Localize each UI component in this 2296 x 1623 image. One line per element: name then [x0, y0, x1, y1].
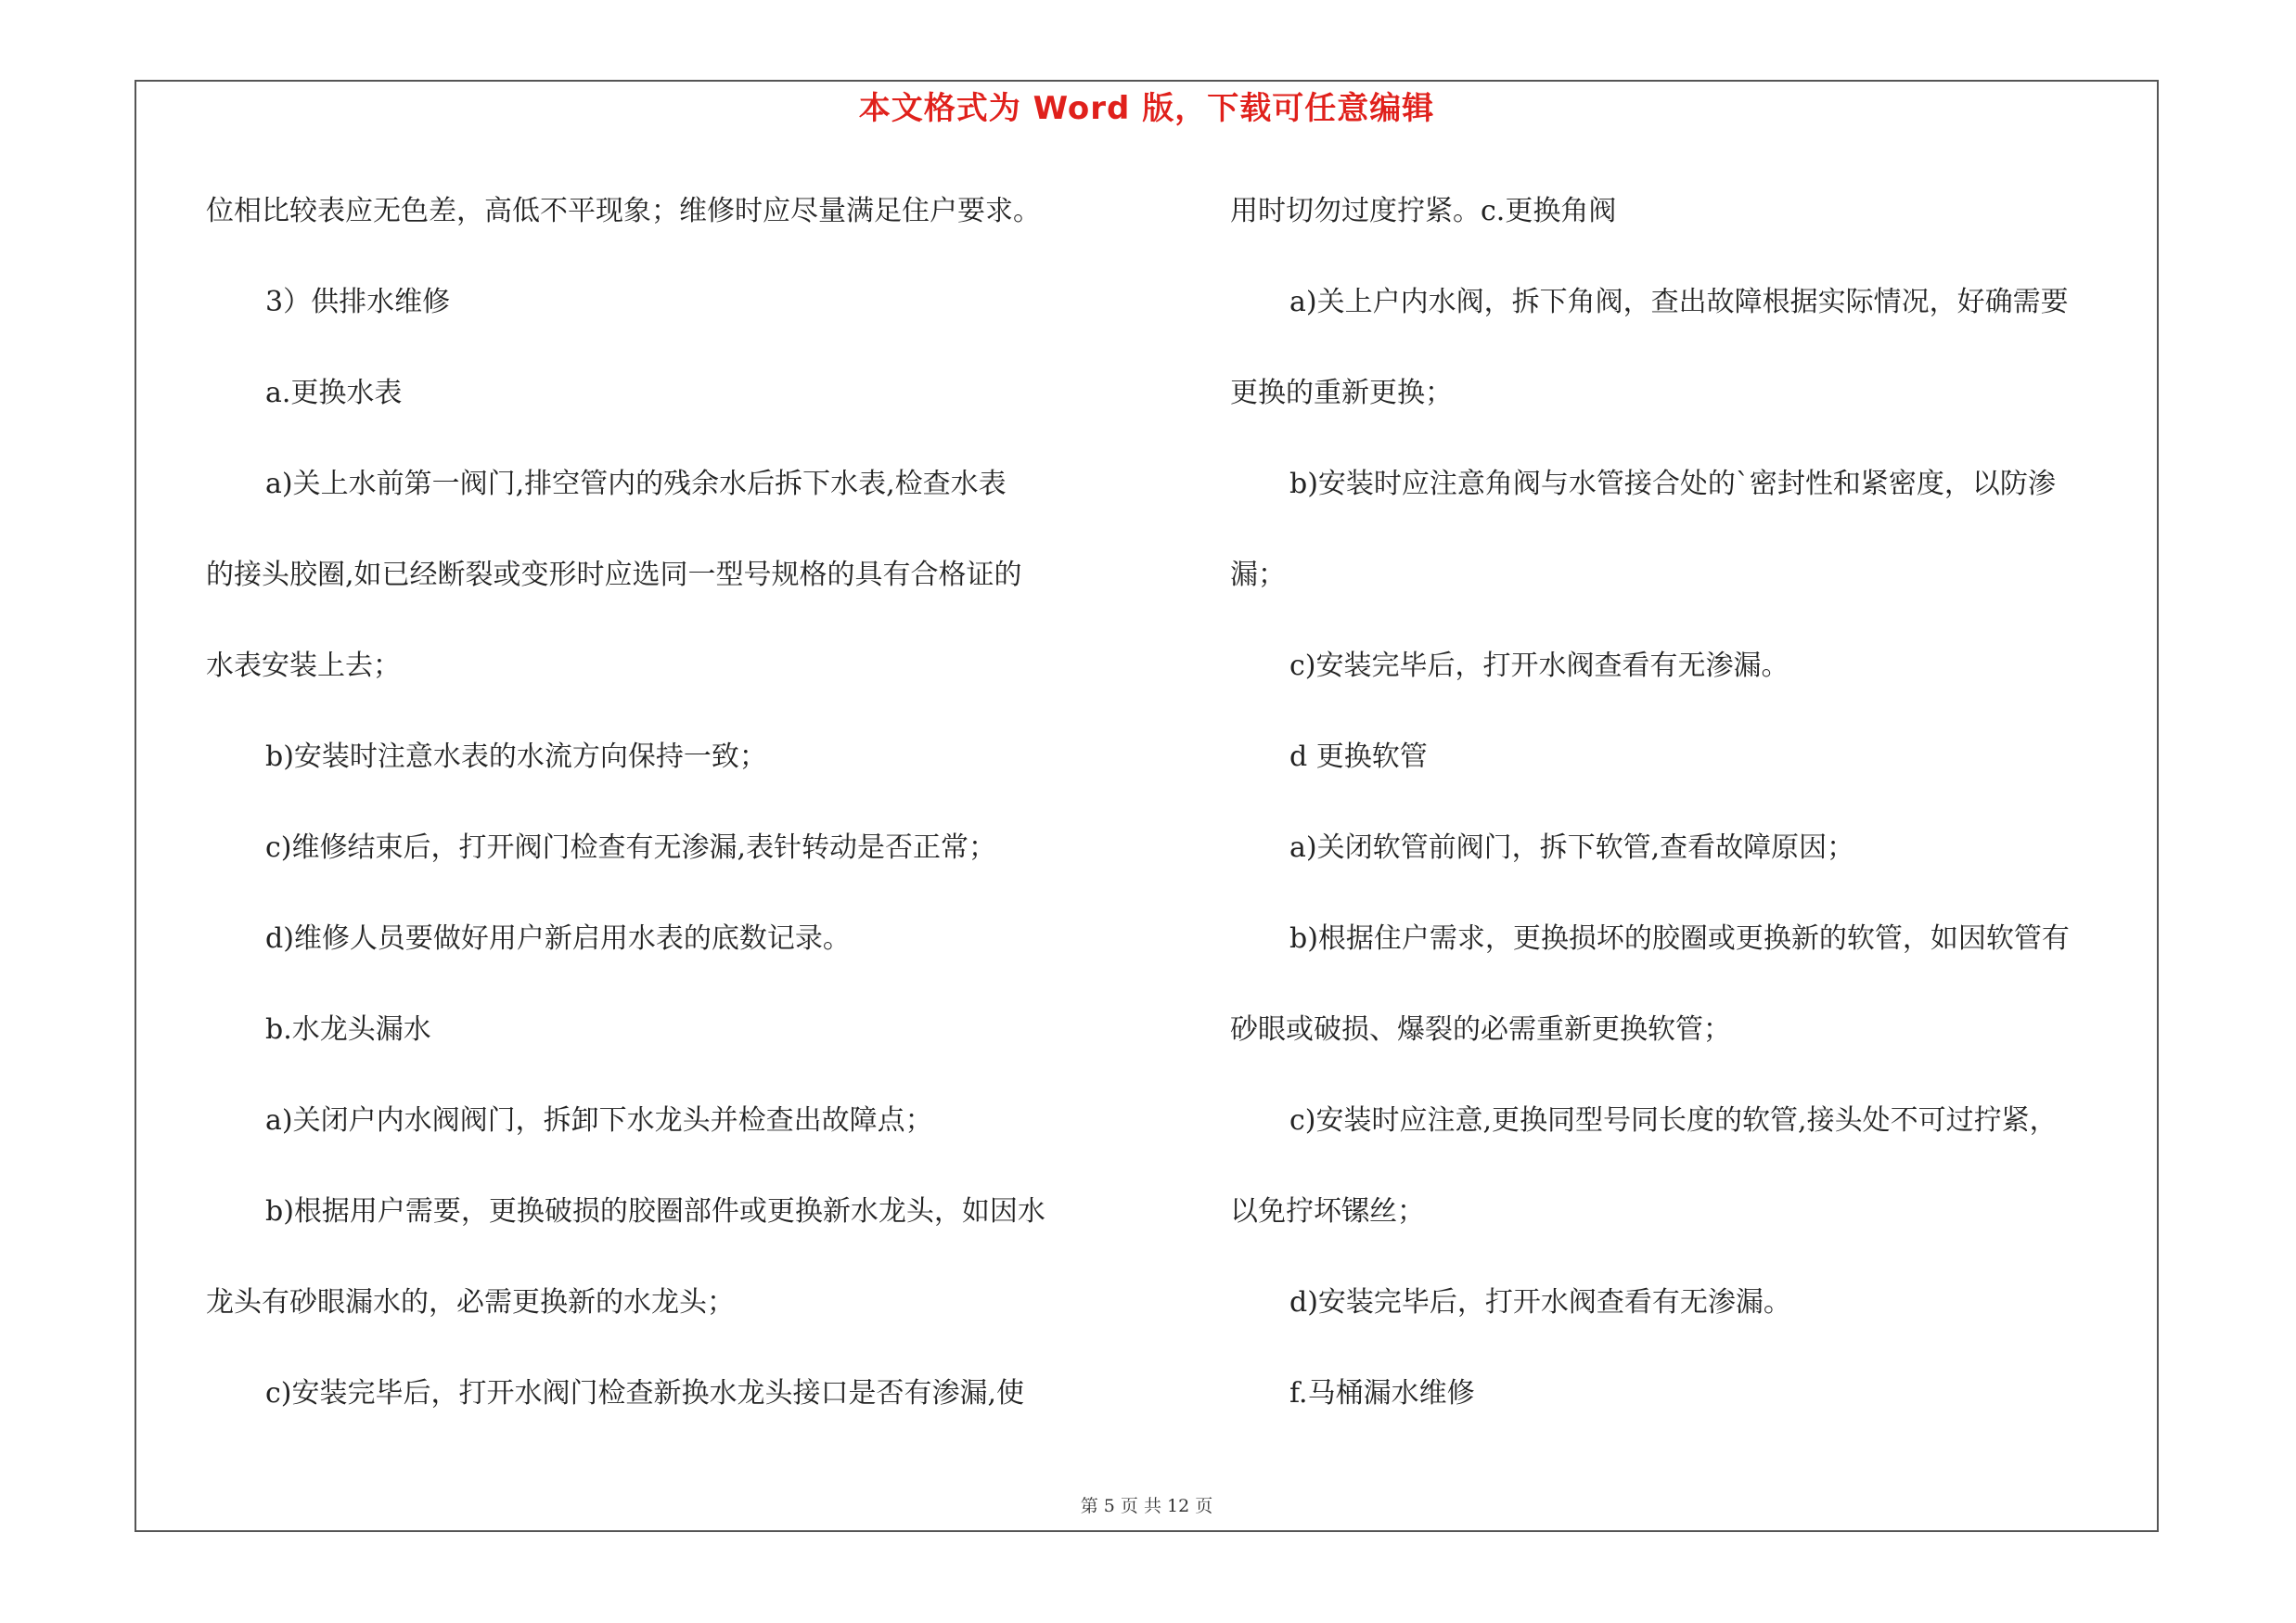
subsection-heading: a.更换水表 — [265, 377, 403, 409]
paragraph-line: c)安装时应注意,更换同型号同长度的软管,接头处不可过拧紧， — [1289, 1104, 2058, 1137]
paragraph-line: 砂眼或破损、爆裂的必需重新更换软管； — [1230, 1013, 1731, 1046]
paragraph-line: d)维修人员要做好用户新启用水表的底数记录。 — [265, 922, 851, 955]
subsection-heading: f.马桶漏水维修 — [1289, 1377, 1475, 1410]
paragraph-line: 用时切勿过度拧紧。c.更换角阀 — [1230, 195, 1617, 227]
paragraph-line: b)安装时应注意角阀与水管接合处的`密封性和紧密度，以防渗 — [1289, 468, 2056, 500]
paragraph-line: 以免拧坏镙丝； — [1230, 1195, 1425, 1228]
paragraph-line: b)安装时注意水表的水流方向保持一致； — [265, 741, 767, 773]
paragraph-line: 龙头有砂眼漏水的，必需更换新的水龙头； — [206, 1286, 735, 1319]
paragraph-line: 位相比较表应无色差，高低不平现象；维修时应尽量满足住户要求。 — [206, 195, 1041, 227]
paragraph-line: c)安装完毕后，打开水阀门检查新换水龙头接口是否有渗漏,使 — [265, 1377, 1025, 1410]
paragraph-line: b)根据住户需求，更换损坏的胶圈或更换新的软管，如因软管有 — [1289, 922, 2070, 955]
paragraph-line: a)关闭软管前阀门，拆下软管,查看故障原因； — [1289, 831, 1855, 864]
page-number: 第 5 页 共 12 页 — [1080, 1496, 1213, 1516]
paragraph-line: a)关上水前第一阀门,排空管内的残余水后拆下水表,检查水表 — [265, 468, 1007, 500]
paragraph-line: 更换的重新更换； — [1230, 377, 1453, 409]
paragraph-line: a)关闭户内水阀阀门，拆卸下水龙头并检查出故障点； — [265, 1104, 933, 1137]
paragraph-line: 水表安装上去； — [206, 650, 401, 682]
subsection-heading: d 更换软管 — [1289, 741, 1428, 773]
paragraph-line: b)根据用户需要，更换破损的胶圈部件或更换新水龙头，如因水 — [265, 1195, 1045, 1228]
paragraph-line: c)维修结束后，打开阀门检查有无渗漏,表针转动是否正常； — [265, 831, 997, 864]
paragraph-line: 的接头胶圈,如已经断裂或变形时应选同一型号规格的具有合格证的 — [206, 559, 1022, 591]
paragraph-line: a)关上户内水阀，拆下角阀，查出故障根据实际情况，好确需要 — [1289, 286, 2069, 318]
paragraph-line: 漏； — [1230, 559, 1286, 591]
paragraph-line: c)安装完毕后，打开水阀查看有无渗漏。 — [1289, 650, 1789, 682]
paragraph-line: d)安装完毕后，打开水阀查看有无渗漏。 — [1289, 1286, 1791, 1319]
subsection-heading: b.水龙头漏水 — [265, 1013, 431, 1046]
word-format-banner: 本文格式为 Word 版，下载可任意编辑 — [858, 90, 1435, 127]
section-heading: 3）供排水维修 — [265, 286, 451, 318]
